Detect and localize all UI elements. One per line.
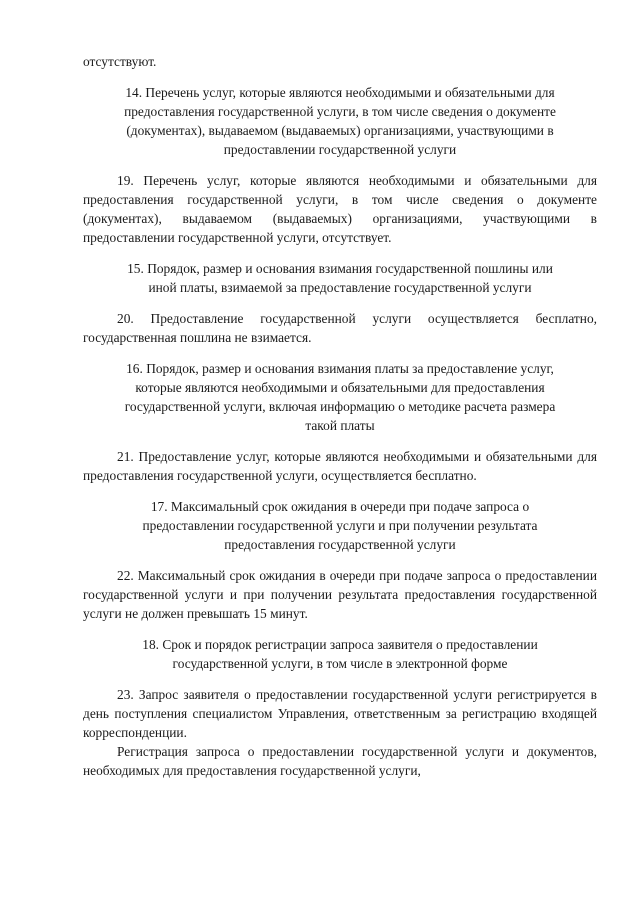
- section-15-heading: 15. Порядок, размер и основания взимания государственной пошлины или иной платы, взимаемой за предоставление государственной услуги: [127, 261, 553, 295]
- paragraph-19: 19. Перечень услуг, которые являются необходимыми и обязательными для предоставления государственной услуги, в том числе сведения о документе (документах), выдаваемом (выдаваемых) организациями, участвующими в предоставлении государственной услуги, отсутствует.: [83, 173, 597, 245]
- section-16-heading: 16. Порядок, размер и основания взимания платы за предоставление услуг, которые являются необходимыми и обязательными для предоставления государственной услуги, включая информацию о методике расчета размера такой платы: [124, 361, 556, 433]
- continued-text: отсутствуют.: [83, 54, 157, 69]
- paragraph-20: 20. Предоставление государственной услуги осуществляется бесплатно, государственная пошлина не взимается.: [83, 311, 597, 345]
- paragraph-23-continuation: Регистрация запроса о предоставлении государственной услуги и документов, необходимых для предоставления государственной услуги,: [83, 744, 597, 778]
- section-14-heading: 14. Перечень услуг, которые являются необходимыми и обязательными для предоставления государственной услуги, в том числе сведения о документе (документах), выдаваемом (выдаваемых) организациями, участвующими в предоставлении государственной услуги: [124, 85, 556, 157]
- paragraph-21: 21. Предоставление услуг, которые являются необходимыми и обязательными для предоставления государственной услуги, осуществляется бесплатно.: [83, 449, 597, 483]
- paragraph-22: 22. Максимальный срок ожидания в очереди при подаче запроса о предоставлении государственной услуги и при получении результата предоставления государственной услуги не должен превышать 15 минут.: [83, 568, 597, 621]
- paragraph-23: 23. Запрос заявителя о предоставлении государственной услуги регистрируется в день поступления специалистом Управления, ответственным за регистрацию входящей корреспонденции.: [83, 687, 597, 740]
- section-17-heading: 17. Максимальный срок ожидания в очереди при подаче запроса о предоставлении государственной услуги и при получении результата предоставления государственной услуги: [142, 499, 538, 552]
- section-18-heading: 18. Срок и порядок регистрации запроса заявителя о предоставлении государственной услуги, в том числе в электронной форме: [142, 637, 538, 671]
- document-page: [83, 52, 597, 780]
